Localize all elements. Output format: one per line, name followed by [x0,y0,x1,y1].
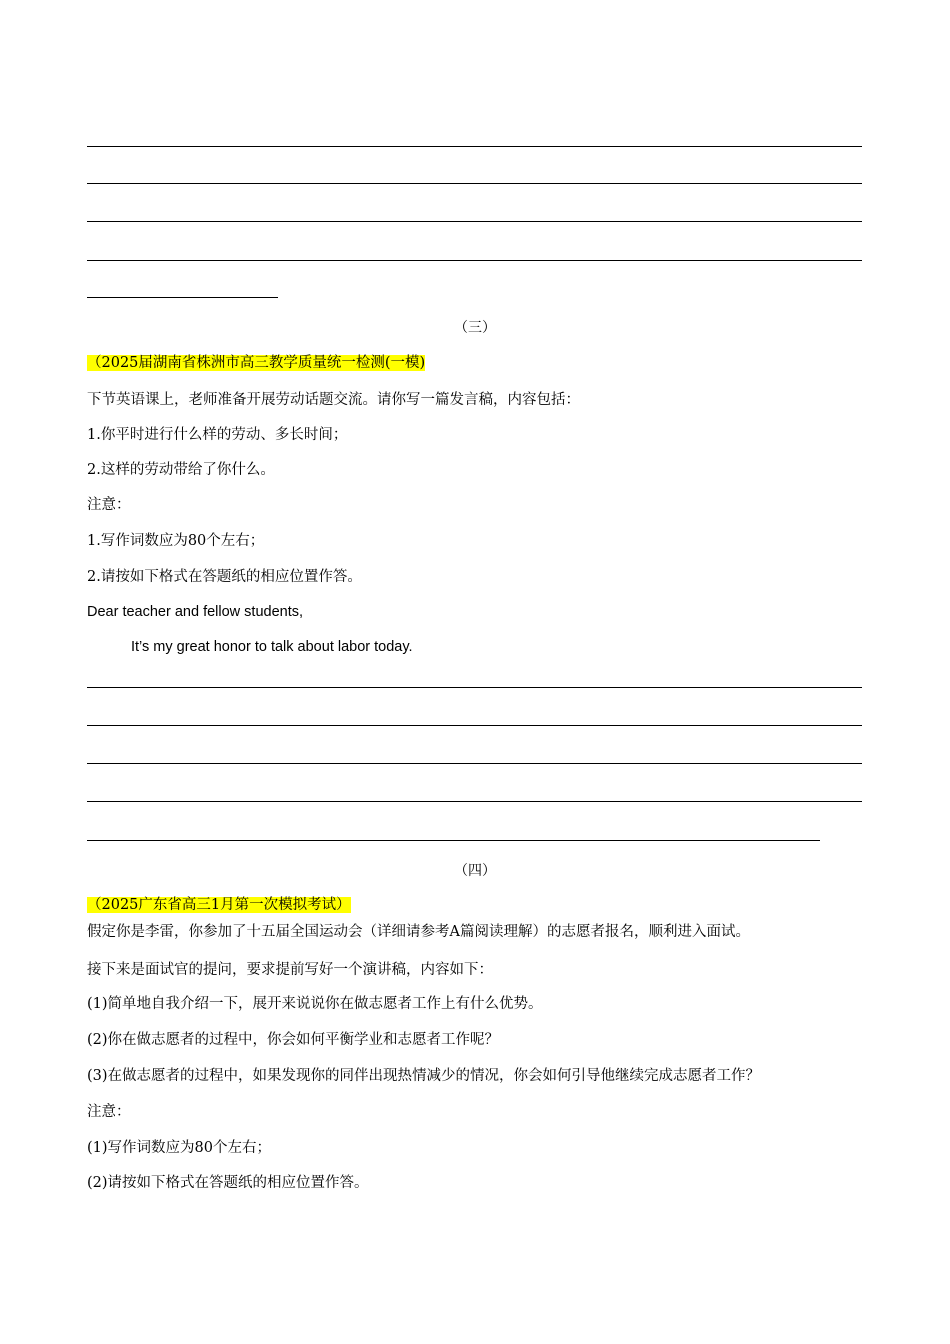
prompt-intro: 接下来是面试官的提问，要求提前写好一个演讲稿，内容如下： [87,962,493,978]
note-item: (1)写作词数应为80个左右； [87,1140,271,1156]
section-heading: （四） [454,863,496,879]
answer-line [87,687,862,688]
source-note [87,353,425,373]
answer-line [87,183,862,184]
answer-line [87,146,862,147]
prompt-intro: 下节英语课上，老师准备开展劳动话题交流。请你写一篇发言稿，内容包括： [87,392,580,408]
question-item: (1)简单地自我介绍一下，展开来说说你在做志愿者工作上有什么优势。 [87,996,543,1012]
note-item: 2.请按如下格式在答题纸的相应位置作答。 [87,569,362,585]
answer-line-short [87,840,820,841]
answer-line [87,260,862,261]
answer-line [87,801,862,802]
prompt-point: 2.这样的劳动带给了你什么。 [87,462,275,478]
note-label: 注意： [87,497,131,513]
answer-line [87,221,862,222]
note-item: (2)请按如下格式在答题纸的相应位置作答。 [87,1175,369,1191]
answer-line-short [87,297,278,298]
source-highlight: （2025广东省高三1月第一次模拟考试） [87,897,351,913]
question-item: (3)在做志愿者的过程中，如果发现你的同伴出现热情减少的情况，你会如何引导他继续完成志愿者工作？ [87,1068,761,1084]
note-label: 注意： [87,1104,131,1120]
source-highlight: （2025届湖南省株洲市高三教学质量统一检测(一模) [87,355,426,371]
letter-opening: It’s my great honor to talk about labor today. [131,639,413,655]
answer-line [87,725,862,726]
answer-line [87,763,862,764]
prompt-point: 1.你平时进行什么样的劳动、多长时间； [87,427,348,443]
prompt-intro: 假定你是李雷，你参加了十五届全国运动会（详细请参考A篇阅读理解）的志愿者报名，顺利进入面试。 [87,924,750,940]
source-note [87,895,351,915]
section-heading: （三） [454,320,496,336]
note-item: 1.写作词数应为80个左右； [87,533,265,549]
question-item: (2)你在做志愿者的过程中，你会如何平衡学业和志愿者工作呢？ [87,1032,500,1048]
letter-greeting: Dear teacher and fellow students, [87,604,304,620]
